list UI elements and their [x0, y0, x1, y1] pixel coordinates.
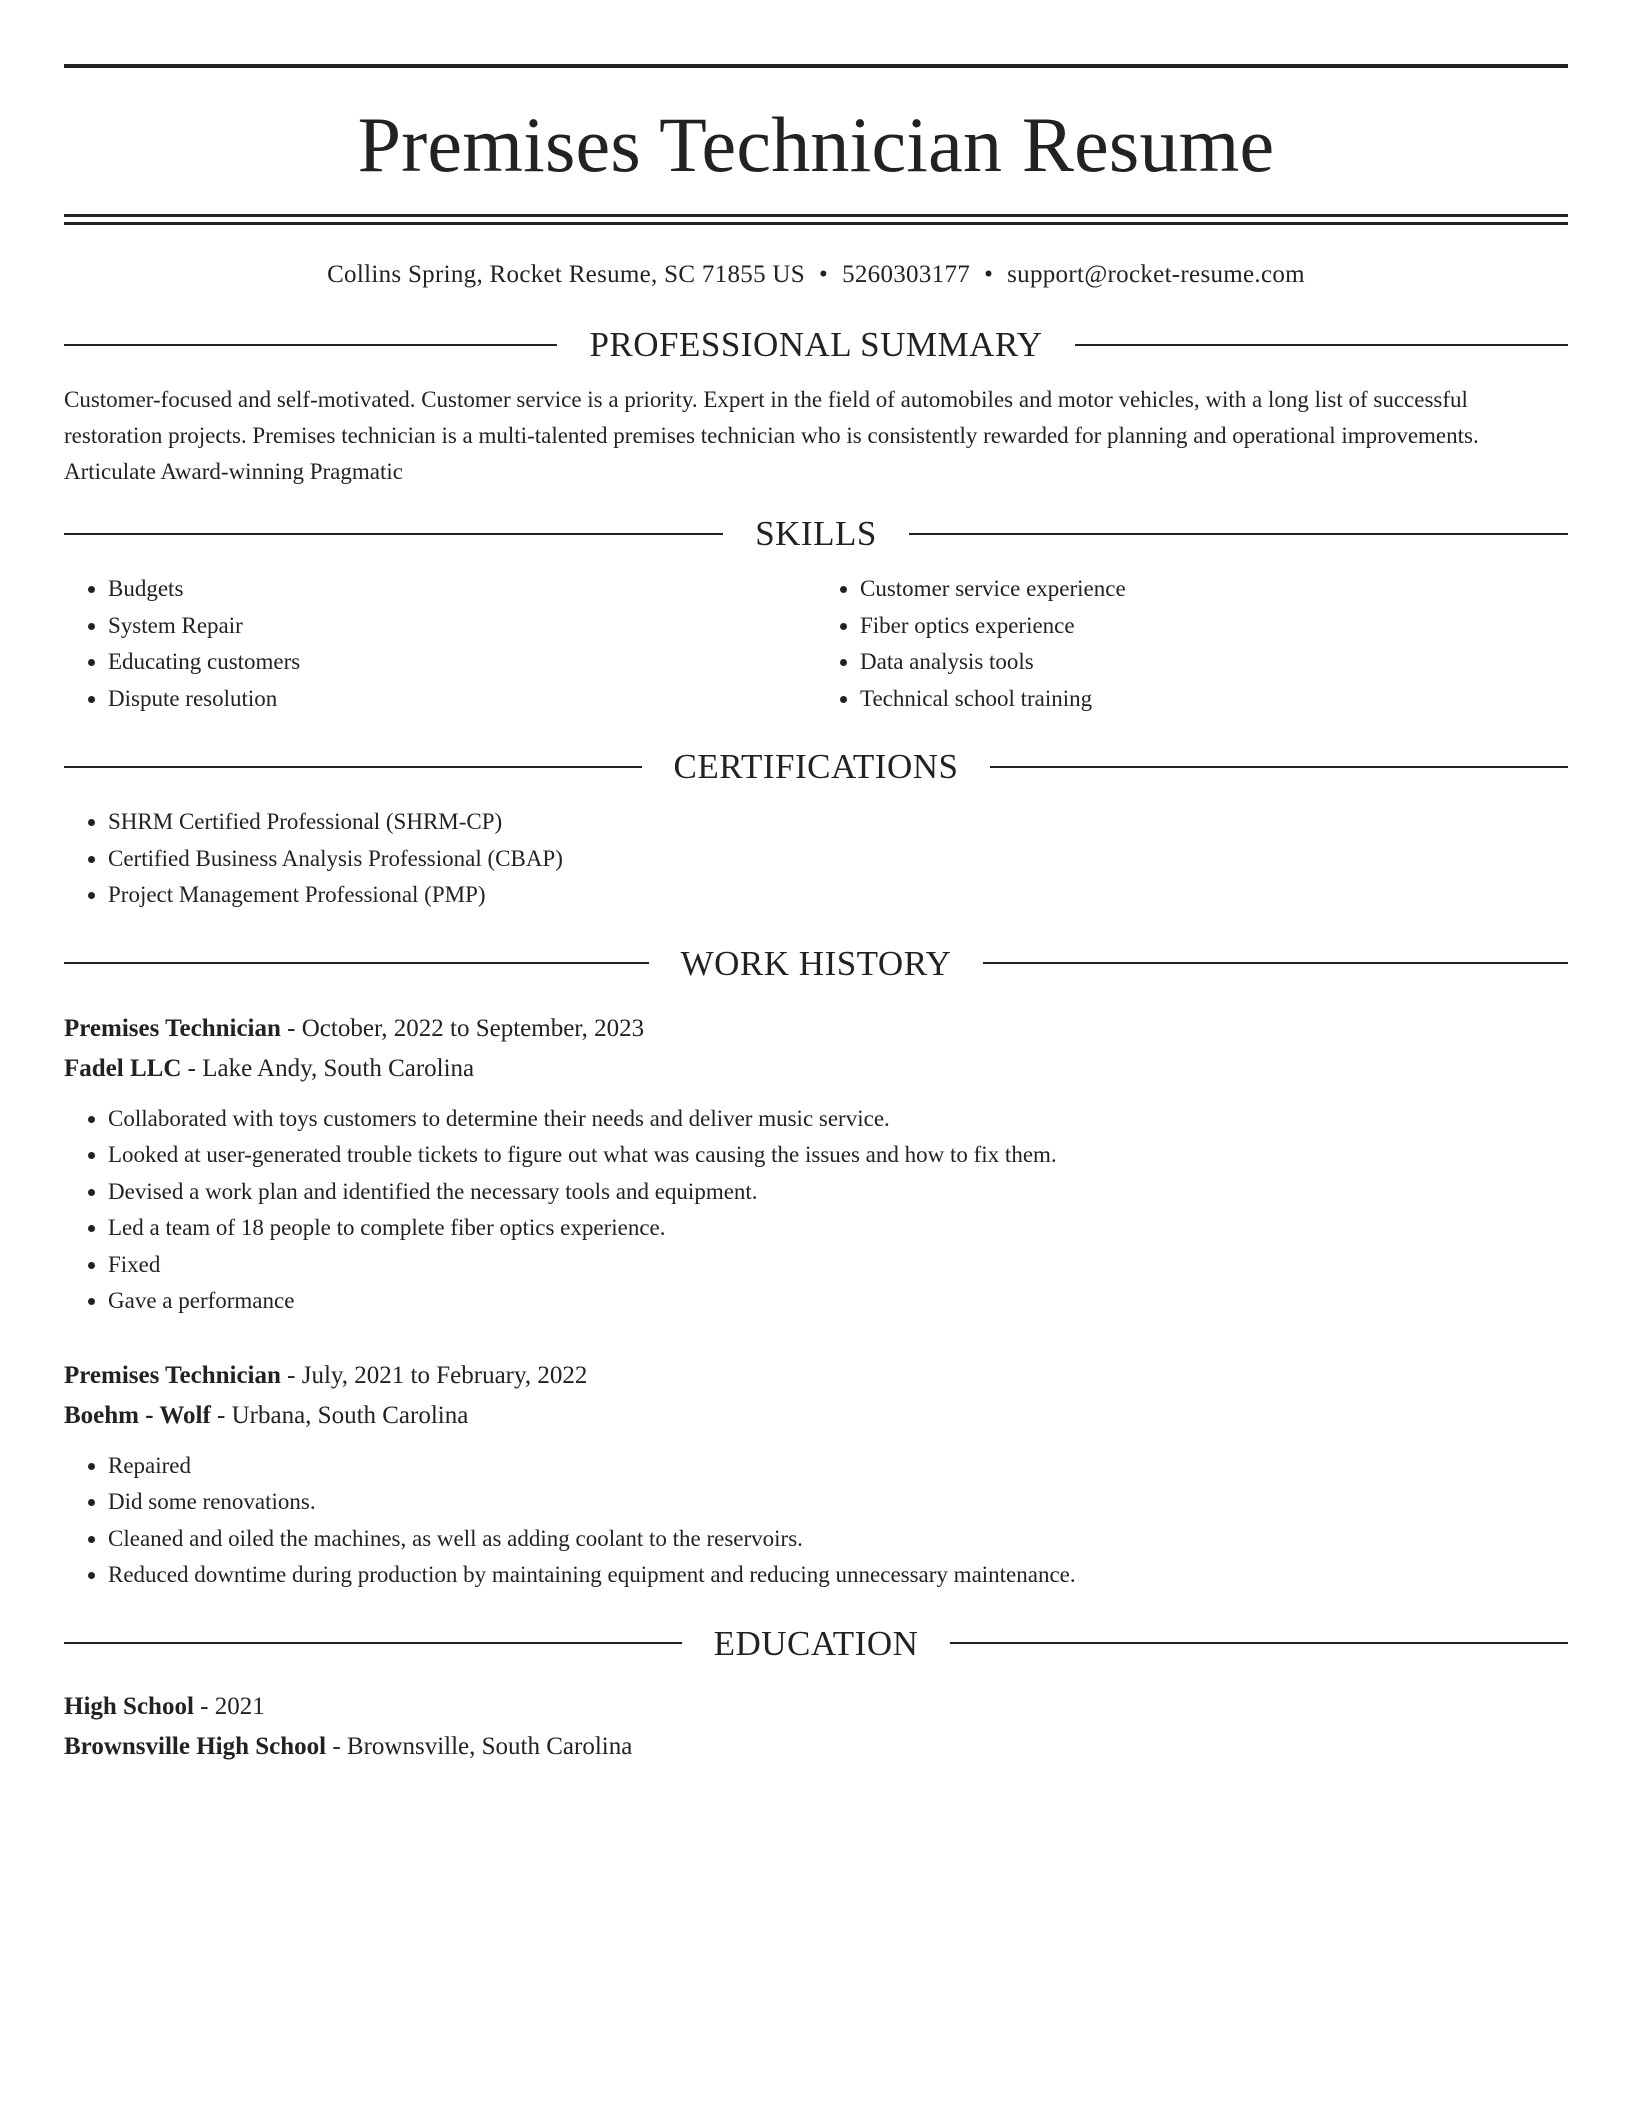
section-title: WORK HISTORY [680, 943, 952, 983]
skill-item: • Technical school training [860, 681, 1568, 718]
certification-item: • Certified Business Analysis Professional (CBAP) [108, 841, 1568, 878]
summary-text: Customer-focused and self-motivated. Customer service is a priority. Expert in the field of automobiles and motor vehicles, with a long list of successful restoration projects. Premises technician is a multi-talented premises technician who is consistently rewarded for planning and operational improvements. Articulate Award-winning Pragmatic [64, 387, 1479, 484]
job-title: Premises Technician [64, 1361, 281, 1389]
heading-rule-right [983, 962, 1568, 964]
education-degree-line [64, 1687, 1568, 1727]
certification-item: • Project Management Professional (PMP) [108, 877, 1568, 914]
section-heading-education [64, 1623, 1568, 1663]
certification-item: • SHRM Certified Professional (SHRM-CP) [108, 804, 1568, 841]
job-dates: - October, 2022 to September, 2023 [280, 1014, 645, 1042]
job-bullet: • Devised a work plan and identified the necessary tools and equipment. [108, 1174, 1568, 1211]
job-bullet: • Cleaned and oiled the machines, as well as adding coolant to the reservoirs. [108, 1521, 1568, 1558]
heading-rule-left [64, 533, 723, 535]
job-title-line [64, 1009, 1568, 1049]
education-degree: High School [64, 1692, 194, 1720]
skill-item: • Educating customers [108, 644, 816, 681]
contact-phone: 5260303177 [842, 261, 971, 288]
resume-page [64, 64, 1568, 1767]
section-title: PROFESSIONAL SUMMARY [589, 325, 1043, 364]
section-title: EDUCATION [713, 1623, 919, 1663]
skill-item: • Dispute resolution [108, 681, 816, 718]
skill-item: • Data analysis tools [860, 644, 1568, 681]
skill-item: • Fiber optics experience [860, 608, 1568, 645]
education-entry [64, 1687, 1568, 1767]
job-bullet: • Collaborated with toys customers to determine their needs and deliver music service. [108, 1101, 1568, 1138]
job-location: - Lake Andy, South Carolina [181, 1054, 475, 1082]
contact-email: support@rocket-resume.com [1007, 261, 1305, 288]
section-title: CERTIFICATIONS [673, 747, 959, 786]
section-heading-skills [64, 516, 1568, 551]
heading-rule-right [950, 1642, 1568, 1644]
skill-item: • System Repair [108, 608, 816, 645]
education-school: Brownsville High School [64, 1732, 327, 1760]
job-bullet: • Gave a performance [108, 1283, 1568, 1320]
heading-rule-left [64, 1642, 682, 1644]
contact-address: Collins Spring, Rocket Resume, SC 71855 US [327, 261, 805, 288]
contact-separator: • [984, 261, 994, 288]
section-heading-summary [64, 327, 1568, 362]
heading-rule-left [64, 766, 642, 768]
job-bullet: • Repaired [108, 1448, 1568, 1485]
resume-title: Premises Technician Resume [357, 101, 1275, 188]
job-dates: - July, 2021 to February, 2022 [280, 1361, 588, 1389]
section-title: SKILLS [755, 514, 877, 553]
job-title: Premises Technician [64, 1014, 281, 1042]
job-company-line [64, 1396, 1568, 1436]
skill-item: • Budgets [108, 571, 816, 608]
education-location: - Brownsville, South Carolina [326, 1732, 633, 1760]
heading-rule-right [990, 766, 1568, 768]
skills-list [64, 571, 1568, 717]
heading-rule-right [909, 533, 1568, 535]
section-heading-work-history [64, 943, 1568, 983]
title-double-rule [64, 214, 1568, 225]
heading-rule-right [1075, 344, 1568, 346]
job-bullets [64, 1448, 1568, 1594]
certifications-list [64, 804, 1568, 914]
job-bullets [64, 1101, 1568, 1320]
job-bullet: • Led a team of 18 people to complete fiber optics experience. [108, 1210, 1568, 1247]
education-year: - 2021 [193, 1692, 265, 1720]
job-bullet: • Looked at user-generated trouble tickets to figure out what was causing the issues and how to fix them. [108, 1137, 1568, 1174]
job-bullet: • Fixed [108, 1247, 1568, 1284]
top-rule [64, 64, 1568, 68]
job-company: Boehm - Wolf [64, 1401, 211, 1429]
contact-separator: • [819, 261, 829, 288]
heading-rule-left [64, 344, 557, 346]
job-title-line [64, 1356, 1568, 1396]
job-bullet: • Did some renovations. [108, 1484, 1568, 1521]
job-entry [64, 1009, 1568, 1320]
job-company: Fadel LLC [64, 1054, 182, 1082]
skill-item: • Customer service experience [860, 571, 1568, 608]
heading-rule-left [64, 962, 649, 964]
contact-line [64, 261, 1568, 289]
section-heading-certifications [64, 749, 1568, 784]
skills-column-right [816, 571, 1568, 717]
job-bullet: • Reduced downtime during production by maintaining equipment and reducing unnecessary maintenance. [108, 1557, 1568, 1594]
job-entry [64, 1356, 1568, 1594]
skills-column-left [64, 571, 816, 717]
job-location: - Urbana, South Carolina [210, 1401, 469, 1429]
education-school-line [64, 1727, 1568, 1767]
job-company-line [64, 1049, 1568, 1089]
